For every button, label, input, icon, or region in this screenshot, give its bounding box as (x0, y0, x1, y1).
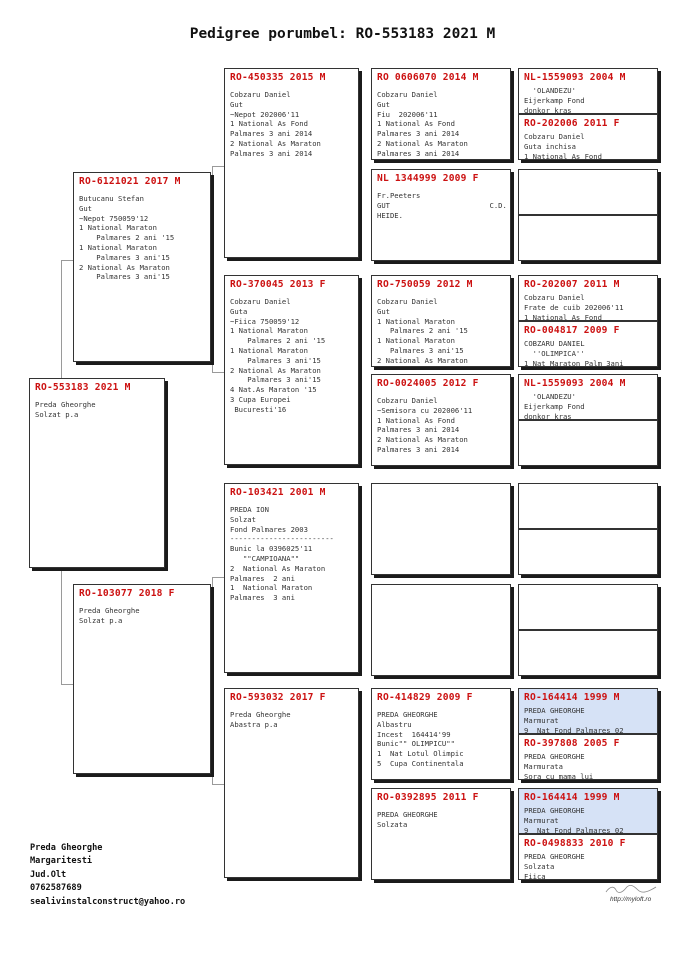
connector-g2a (212, 166, 213, 372)
note-line: donkor kras (524, 105, 572, 114)
note-line: Cobzaru Daniel (524, 132, 585, 141)
g4-card-15[interactable] (518, 834, 658, 880)
myloft-logo-icon (604, 884, 658, 894)
note-line: 1 Nat Maraton Palm 3ani (524, 358, 624, 367)
note-line: Gut (377, 99, 390, 109)
note-line: ~Nepot 750059'12 (79, 213, 149, 223)
g4-card-3[interactable] (518, 215, 658, 261)
note-line: GUT C.D. (377, 200, 507, 210)
pigeon-notes (372, 803, 510, 830)
pigeon-notes (372, 290, 510, 366)
pigeon-id: RO-103421 2001 M (230, 487, 326, 498)
note-line: Bucuresti'16 (230, 404, 287, 414)
pigeon-notes (372, 703, 510, 769)
note-line: Palmares 3 ani 2014 (377, 129, 460, 139)
note-line: 2 National As Maraton (377, 435, 468, 445)
note-line: PREDA GHEORGHE (377, 810, 438, 819)
note-line: PREDA GHEORGHE (524, 706, 585, 715)
note-line: 9 Nat Fond Palmares 02 (524, 825, 624, 834)
note-line: Preda Gheorghe (35, 400, 96, 409)
note-line: Abastra p.a (230, 719, 278, 729)
note-line: Palmares 2 ani '15 (230, 336, 326, 346)
note-line: ~Fiica 750059'12 (230, 316, 300, 326)
pigeon-notes (519, 336, 657, 367)
note-line: ''OLIMPICA'' (524, 348, 585, 358)
note-line: Cobzaru Daniel (230, 90, 291, 99)
note-line: Guta (230, 306, 248, 316)
note-line: Solzat (230, 514, 256, 524)
note-line: 1 National As Fond (230, 119, 308, 129)
note-line: 2 National As Maraton (230, 563, 326, 573)
g4-card-11[interactable] (518, 630, 658, 676)
note-line: Palmares 3 ani'15 (230, 375, 321, 385)
pigeon-notes (519, 83, 657, 114)
note-line: 1 Nat Lotul Olimpic (377, 749, 464, 759)
note-line: ""CAMPIOANA"" (230, 553, 300, 563)
note-line: 2 National As Maraton (377, 138, 468, 148)
note-line: 3 Cupa Europei (230, 394, 291, 404)
connector-g2b-top (212, 577, 224, 578)
note-line: Solzata (524, 861, 555, 871)
pigeon-id: RO-164414 1999 M (524, 692, 620, 703)
connector-g2b-bot (212, 784, 224, 785)
note-line: Butucanu Stefan (79, 194, 144, 203)
g2-card-1[interactable] (224, 275, 359, 465)
g3-card-5[interactable] (371, 584, 511, 676)
g3-card-2[interactable] (371, 275, 511, 367)
note-line: 2 National As Maraton (230, 365, 321, 375)
pigeon-id: NL-1559093 2004 M (524, 72, 626, 83)
g4-card-14[interactable] (518, 788, 658, 834)
note-line: Palmares 3 ani'15 (230, 355, 321, 365)
note-line: 'OLANDEZU' (524, 392, 576, 401)
note-line: Cobzaru Daniel (230, 297, 291, 306)
g3-card-6[interactable] (371, 688, 511, 780)
g4-card-1[interactable] (518, 114, 658, 160)
pigeon-notes (519, 129, 657, 160)
note-line: Solzat p.a (35, 409, 79, 419)
note-line: Marmurat (524, 715, 559, 725)
note-line: 2 National As Maraton (79, 262, 170, 272)
g4-card-6[interactable] (518, 374, 658, 420)
note-line: Palmares 2 ani (230, 573, 295, 583)
pigeon-notes (519, 703, 657, 734)
g4-card-4[interactable] (518, 275, 658, 321)
note-line: Frate de cuib 202006'11 (524, 302, 624, 312)
pigeon-id: RO-103077 2018 F (79, 588, 175, 599)
note-line: Gut (79, 203, 92, 213)
pigeon-notes (519, 389, 657, 420)
pigeon-notes (225, 498, 358, 603)
note-line: PREDA GHEORGHE (524, 852, 585, 861)
pigeon-id: RO-450335 2015 M (230, 72, 326, 83)
pigeon-id: RO-553183 2021 M (35, 382, 131, 393)
note-line: Fr.Peeters (377, 191, 421, 200)
note-line: 1 National As Fond (524, 312, 602, 321)
pigeon-notes (74, 187, 210, 282)
page-title: Pedigree porumbel: RO-553183 2021 M (189, 26, 496, 42)
connector-g2b (212, 577, 213, 784)
note-line: 1 National As Fond (377, 415, 455, 425)
note-line: COBZARU DANIEL (524, 339, 585, 348)
connector-g2a-bot (212, 372, 224, 373)
g2-card-2[interactable] (224, 483, 359, 673)
pigeon-notes (372, 389, 510, 455)
note-line: Cobzaru Daniel (377, 396, 438, 405)
note-line: 1 National As Fond (377, 119, 455, 129)
note-line: Fond Palmares 2003 (230, 524, 308, 534)
note-line: Marmurat (524, 815, 559, 825)
note-line: 1 National Maraton (79, 223, 157, 233)
note-line: 9 Nat Fond Palmares 02 (524, 725, 624, 734)
note-line: Palmares 3 ani 2014 (377, 425, 460, 435)
note-line: ~Semisora cu 202006'11 (377, 405, 473, 415)
note-line: Incest 164414'99 (377, 729, 451, 739)
note-line: HEIDE. (377, 210, 403, 220)
note-line: Palmares 3 ani 2014 (377, 148, 460, 158)
note-line: Palmares 3 ani 2014 (377, 444, 460, 454)
note-line: Solzat p.a (79, 615, 123, 625)
g4-card-12[interactable] (518, 688, 658, 734)
footer-url[interactable]: http://myloft.ro (610, 896, 652, 903)
connector-sire-h (61, 260, 73, 261)
g3-card-4[interactable] (371, 483, 511, 575)
note-line: Marmurata (524, 761, 563, 771)
note-line: 5 Cupa Continentala (377, 758, 464, 768)
pigeon-id: RO-0498833 2010 F (524, 838, 626, 849)
note-line: PREDA GHEORGHE (524, 806, 585, 815)
note-line: Preda Gheorghe (79, 606, 140, 615)
note-line: 2 National As Maraton (230, 138, 321, 148)
note-line: Sora cu mama lui (524, 771, 594, 780)
pigeon-notes (519, 290, 657, 321)
owner-info (30, 842, 185, 909)
subject-card[interactable] (29, 378, 165, 568)
g4-card-0[interactable] (518, 68, 658, 114)
pigeon-notes (519, 803, 657, 834)
note-line: 1 National Maraton (79, 242, 157, 252)
note-line: 1 National Maraton (230, 583, 313, 593)
owner-email[interactable]: sealivinstalconstruct@yahoo.ro (30, 896, 186, 907)
note-line: 'OLANDEZU' (524, 86, 576, 95)
g3-card-0[interactable] (371, 68, 511, 160)
note-line: Cobzaru Daniel (377, 297, 438, 306)
note-line: Cobzaru Daniel (377, 90, 438, 99)
pigeon-notes (519, 849, 657, 880)
pigeon-notes (74, 599, 210, 626)
g4-card-5[interactable] (518, 321, 658, 367)
note-line: Cobzaru Daniel (524, 293, 585, 302)
pigeon-id: RO-202007 2011 M (524, 279, 620, 290)
pigeon-id: NL-1559093 2004 M (524, 378, 626, 389)
pigeon-id: NL 1344999 2009 F (377, 173, 479, 184)
owner-county: Jud.Olt (30, 869, 67, 880)
note-line: Guta inchisa (524, 141, 576, 151)
note-line: PREDA ION (230, 505, 269, 514)
note-line: Gut (230, 99, 243, 109)
pigeon-id: RO-370045 2013 F (230, 279, 326, 290)
owner-name: Preda Gheorghe (30, 843, 103, 853)
pigeon-id: RO-6121021 2017 M (79, 176, 181, 187)
note-line: Fiica (524, 871, 546, 880)
note-line: 4 Nat.As Maraton '15 (230, 385, 317, 395)
note-line: Bunic"" OLIMPICU"" (377, 739, 455, 749)
g2-card-0[interactable] (224, 68, 359, 258)
pigeon-notes (372, 184, 510, 220)
pigeon-id: RO-164414 1999 M (524, 792, 620, 803)
note-line: Preda Gheorghe (230, 710, 291, 719)
g3-card-7[interactable] (371, 788, 511, 880)
note-line: Palmares 3 ani'15 (79, 252, 170, 262)
note-line: Eijerkamp Fond (524, 95, 585, 105)
connector-g2a-top (212, 166, 224, 167)
pigeon-notes (519, 749, 657, 780)
note-line: Solzata (377, 819, 408, 829)
sire-card[interactable] (73, 172, 211, 362)
pigeon-id: RO-004817 2009 F (524, 325, 620, 336)
note-line: Palmares 3 ani'15 (79, 272, 170, 282)
note-line: 1 National Maraton (377, 336, 455, 346)
pigeon-id: RO-750059 2012 M (377, 279, 473, 290)
note-line: donkor kras (524, 411, 572, 420)
note-line: PREDA GHEORGHE (524, 752, 585, 761)
note-line: Palmares 2 ani '15 (79, 233, 175, 243)
pigeon-id: RO-0024005 2012 F (377, 378, 479, 389)
note-line: Albastru (377, 719, 412, 729)
g4-card-10[interactable] (518, 584, 658, 630)
note-line: 2 National As Maraton (377, 355, 468, 365)
note-line: 1 National Maraton (230, 326, 308, 336)
pigeon-id: RO 0606070 2014 M (377, 72, 479, 83)
note-line: PREDA GHEORGHE (377, 710, 438, 719)
note-line: 1 National Maraton (230, 345, 308, 355)
g4-card-13[interactable] (518, 734, 658, 780)
pigeon-notes (372, 83, 510, 159)
note-line: Palmares 3 ani'15 (377, 345, 464, 355)
g3-card-1[interactable] (371, 169, 511, 261)
pigeon-notes (225, 703, 358, 730)
note-line: Palmares 2 ani '15 (377, 326, 468, 336)
note-line: Fiu 202006'11 (377, 109, 438, 119)
connector-dam-h (61, 684, 73, 685)
pigeon-id: RO-397808 2005 F (524, 738, 620, 749)
note-line: Palmares 3 ani 2014 (230, 129, 313, 139)
pigeon-id: RO-414829 2009 F (377, 692, 473, 703)
note-line: Gut (377, 306, 390, 316)
note-line: Eijerkamp Fond (524, 401, 585, 411)
g4-card-2[interactable] (518, 169, 658, 215)
pigeon-id: RO-0392895 2011 F (377, 792, 479, 803)
pigeon-id: RO-202006 2011 F (524, 118, 620, 129)
pigeon-notes (225, 83, 358, 159)
dam-card[interactable] (73, 584, 211, 774)
note-line: 1 National Maraton (377, 316, 455, 326)
note-line: ~Nepot 202006'11 (230, 109, 300, 119)
g4-card-9[interactable] (518, 529, 658, 575)
note-line: ------------------------ (230, 534, 334, 544)
g2-card-3[interactable] (224, 688, 359, 878)
owner-locality: Margaritesti (30, 856, 93, 867)
pigeon-notes (225, 290, 358, 415)
g4-card-8[interactable] (518, 483, 658, 529)
pigeon-id: RO-593032 2017 F (230, 692, 326, 703)
note-line: Palmares 3 ani 2014 (230, 148, 313, 158)
note-line: Bunic la 0396025'11 (230, 544, 313, 554)
owner-phone: 0762587689 (30, 883, 82, 894)
g3-card-3[interactable] (371, 374, 511, 466)
pigeon-notes (30, 393, 164, 420)
note-line: 1 National As Fond (524, 151, 602, 160)
note-line: Palmares 3 ani (230, 593, 295, 603)
g4-card-7[interactable] (518, 420, 658, 466)
